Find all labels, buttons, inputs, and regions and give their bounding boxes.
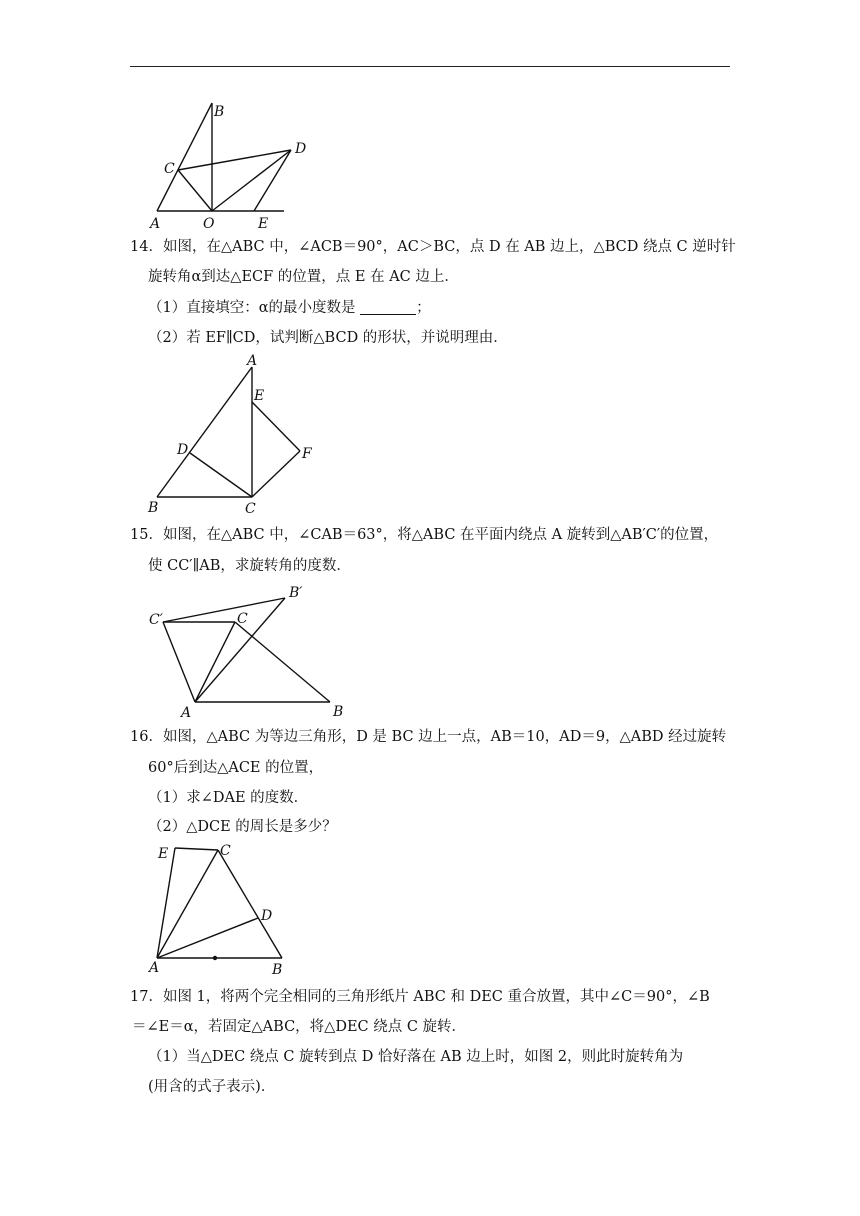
q17-line2: ＝∠E＝α，若固定△ABC，将△DEC 绕点 C 旋转． <box>132 1019 467 1035</box>
q17-sub1: （1）当△DEC 绕点 C 旋转到点 D 恰好落在 AB 边上时，如图 2，则此时旋转角为 <box>148 1049 684 1065</box>
fig14-label-d: D <box>177 442 189 458</box>
fig16-label-d: D <box>261 908 273 924</box>
q14-line2: 旋转角α到达△ECF 的位置，点 E 在 AC 边上． <box>148 269 459 285</box>
fig15-label-cp: C′ <box>149 612 163 628</box>
fig14-label-f: F <box>302 446 312 462</box>
q17-sub1-cont: (用含的式子表示)． <box>148 1079 276 1095</box>
q16-sub1: （1）求∠DAE 的度数． <box>148 790 309 806</box>
q16-sub2: （2）△DCE 的周长是多少？ <box>148 819 337 835</box>
fig14-label-c: C <box>245 501 256 517</box>
q17-line1: 17．如图 1，将两个完全相同的三角形纸片 ABC 和 DEC 重合放置，其中∠C＝90°，∠B <box>130 989 710 1005</box>
q15-line1: 15．如图，在△ABC 中，∠CAB＝63°，将△ABC 在平面内绕点 A 旋转到△AB′C′的位置， <box>130 527 719 543</box>
fig16-label-a: A <box>149 960 160 976</box>
fig15-label-b: B <box>333 704 344 720</box>
q14-sub2: （2）若 EF∥CD，试判断△BCD 的形状，并说明理由． <box>148 330 508 346</box>
q14-sub1-end: ； <box>416 300 431 316</box>
fig13-label-c: C <box>164 161 175 177</box>
q14-sub1-text: （1）直接填空：α的最小度数是 <box>148 300 356 316</box>
fig14-label-b: B <box>148 500 159 516</box>
fig16-label-c: C <box>220 843 231 859</box>
fig14-label-a: A <box>247 353 258 369</box>
fig13-label-o: O <box>203 216 215 232</box>
fig16-label-b: B <box>272 962 283 978</box>
q16-line1: 16．如图，△ABC 为等边三角形，D 是 BC 边上一点，AB＝10，AD＝9，△ABD 经过旋转 <box>130 729 727 745</box>
fig13-label-b: B <box>214 104 225 120</box>
fig13-label-e: E <box>258 216 269 232</box>
fig14-label-e: E <box>254 388 265 404</box>
q15-line2: 使 CC′∥AB，求旋转角的度数． <box>148 558 351 574</box>
q14-line1: 14．如图，在△ABC 中，∠ACB＝90°，AC＞BC，点 D 在 AB 边上，△BCD 绕点 C 逆时针 <box>130 239 736 255</box>
fig15-label-c: C <box>237 611 248 627</box>
fig13-label-a: A <box>150 216 161 232</box>
fig16-label-e: E <box>158 846 169 862</box>
fig16-point <box>213 956 217 960</box>
fig13-label-d: D <box>295 141 307 157</box>
fig15-label-bp: B′ <box>289 585 303 601</box>
fig15-label-a: A <box>181 705 192 721</box>
q16-line2: 60°后到达△ACE 的位置， <box>148 760 324 776</box>
